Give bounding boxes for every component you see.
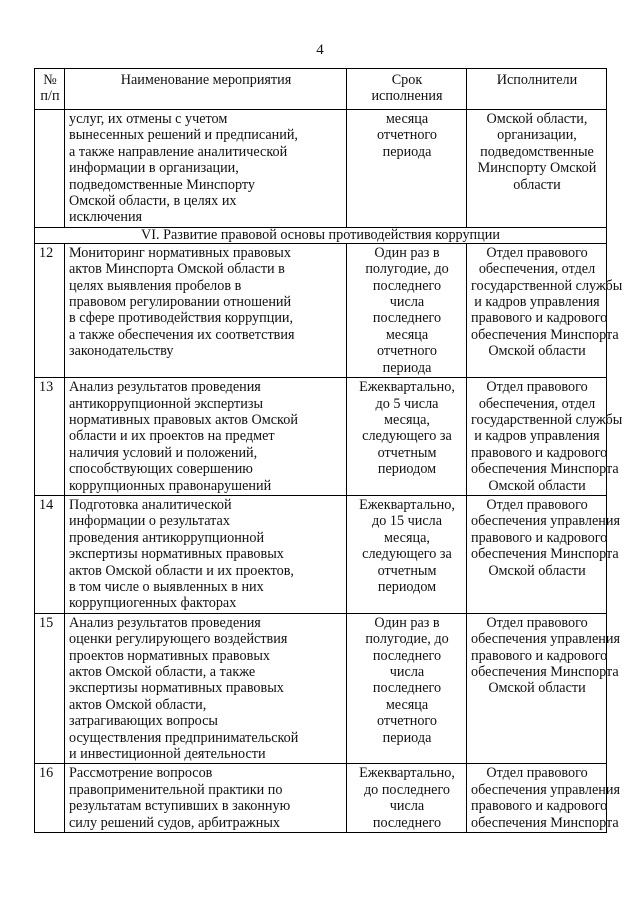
row-term-line: Ежеквартально, xyxy=(359,496,455,513)
continuation-name-line: Омской области, в целях их xyxy=(69,193,237,210)
row-name-line: Мониторинг нормативных правовых xyxy=(69,244,291,261)
row-term-line: месяца, xyxy=(384,411,430,428)
row-num: 13 xyxy=(35,378,65,496)
continuation-name xyxy=(65,110,347,228)
row-term-line: последнего xyxy=(372,647,442,664)
row-name-line: актов Омской области, xyxy=(69,696,207,713)
continuation-executors xyxy=(467,110,607,228)
page-number: 4 xyxy=(316,42,324,58)
row-executors-line: обеспечения Минспорта xyxy=(471,546,619,563)
row-executors-line: правового и кадрового xyxy=(471,647,608,664)
row-executors-line: Омской области xyxy=(488,680,586,697)
row-executors-line: правового и кадрового xyxy=(471,798,608,815)
continuation-executors-line: области xyxy=(513,176,561,193)
header-num: № п/п xyxy=(35,69,65,110)
continuation-name-line: услуг, их отмены с учетом xyxy=(69,111,228,127)
row-name xyxy=(65,764,347,833)
row-name-line: коррупционных правонарушений xyxy=(69,477,272,494)
row-term xyxy=(347,495,467,613)
row-executors-line: и кадров управления xyxy=(474,428,600,445)
row-term-line: отчетного xyxy=(377,713,437,730)
row-executors-line: обеспечения управления xyxy=(471,513,620,530)
row-executors-line: Отдел правового xyxy=(486,379,588,396)
row-name-line: правоприменительной практики по xyxy=(69,781,283,798)
row-name-line: Рассмотрение вопросов xyxy=(69,765,213,782)
row-executors-line: обеспечения управления xyxy=(471,631,620,648)
row-executors-line: правового и кадрового xyxy=(471,444,608,461)
row-name-line: Анализ результатов проведения xyxy=(69,614,261,631)
row-executors-line: Отдел правового xyxy=(486,765,588,782)
table-row xyxy=(35,764,607,833)
row-term-line: до 5 числа xyxy=(375,395,439,412)
row-name-line: Анализ результатов проведения xyxy=(69,379,261,396)
row-executors-line: Омской области xyxy=(488,562,586,579)
row-num: 14 xyxy=(35,495,65,613)
row-name-line: результатам вступивших в законную xyxy=(69,798,291,815)
row-name-line: законодательству xyxy=(69,343,174,360)
section-title: VI. Развитие правовой основы противодействия коррупции xyxy=(35,227,607,243)
row-term-line: Один раз в xyxy=(374,244,440,261)
row-name-line: способствующих совершению xyxy=(69,461,253,478)
row-name-line: области и их проектов на предмет xyxy=(69,428,275,445)
row-executors-line: Омской области xyxy=(488,343,586,360)
row-term xyxy=(347,613,467,764)
row-term-line: Ежеквартально, xyxy=(359,379,455,396)
row-executors-line: Отдел правового xyxy=(486,496,588,513)
row-executors-line: Омской области xyxy=(488,477,586,494)
continuation-row xyxy=(35,110,607,228)
row-name-line: и инвестиционной деятельности xyxy=(69,746,266,763)
table-row xyxy=(35,378,607,496)
continuation-num xyxy=(35,110,65,228)
row-term-line: числа xyxy=(389,664,425,680)
row-name-line: коррупциогенных факторах xyxy=(69,595,237,612)
row-term-line: следующего за xyxy=(362,546,452,563)
continuation-term-line: месяца xyxy=(385,111,429,127)
row-term-line: периода xyxy=(382,359,432,376)
section-row xyxy=(35,227,607,243)
row-executors-line: обеспечения Минспорта xyxy=(471,461,619,478)
row-executors-line: обеспечения управления xyxy=(471,781,620,798)
row-name-line: экспертизы нормативных правовых xyxy=(69,546,284,563)
row-name-line: в сфере противодействия коррупции, xyxy=(69,310,294,327)
row-executors-line: обеспечения, отдел xyxy=(478,395,596,412)
table-row xyxy=(35,243,607,377)
row-term-line: до последнего xyxy=(363,781,451,798)
row-executors xyxy=(467,495,620,613)
row-term xyxy=(347,378,467,496)
row-executors xyxy=(467,764,620,833)
continuation-name-line: информации в организации, xyxy=(69,160,239,177)
row-term-line: месяца, xyxy=(384,529,430,546)
row-term-line: полугодие, до xyxy=(365,261,449,278)
row-term xyxy=(347,243,467,377)
row-term-line: отчетным xyxy=(377,562,437,579)
header-name: Наименование мероприятия xyxy=(65,69,347,110)
header-term: Срок исполнения xyxy=(347,69,467,110)
continuation-executors-line: подведомственные xyxy=(480,143,594,160)
row-term-line: отчетным xyxy=(377,444,437,461)
row-name-line: проектов нормативных правовых xyxy=(69,647,270,664)
row-executors-line: правового и кадрового xyxy=(471,529,608,546)
row-num: 16 xyxy=(35,764,65,833)
table-row xyxy=(35,495,607,613)
row-name-line: затрагивающих вопросы xyxy=(69,713,218,730)
row-executors xyxy=(467,378,623,496)
row-term-line: следующего за xyxy=(362,428,452,445)
row-executors-line: государственной службы xyxy=(471,277,623,294)
row-term-line: периода xyxy=(382,729,432,746)
row-num: 15 xyxy=(35,613,65,764)
row-name-line: в том числе о выявленных в них xyxy=(69,578,264,595)
row-name xyxy=(65,495,347,613)
row-term xyxy=(347,764,467,833)
row-name xyxy=(65,243,347,377)
row-name-line: оценки регулирующего воздействия xyxy=(69,631,288,648)
row-name-line: антикоррупционной экспертизы xyxy=(69,395,263,412)
continuation-term-line: отчетного xyxy=(377,127,437,144)
measures-table xyxy=(34,68,623,833)
row-executors-line: обеспечения Минспорта xyxy=(471,664,619,680)
row-name-line: экспертизы нормативных правовых xyxy=(69,680,284,697)
row-executors-line: Отдел правового xyxy=(486,244,588,261)
row-name-line: целях выявления пробелов в xyxy=(69,277,242,294)
row-executors-line: обеспечения, отдел xyxy=(478,261,596,278)
continuation-term-line: периода xyxy=(382,143,432,160)
row-name-line: правовом регулировании отношений xyxy=(69,294,292,311)
row-term-line: последнего xyxy=(372,277,442,294)
row-executors-line: обеспечения Минспорта xyxy=(471,326,619,343)
row-term-line: отчетного xyxy=(377,343,437,360)
row-term-line: до 15 числа xyxy=(372,513,442,530)
row-term-line: периодом xyxy=(377,578,437,595)
row-executors-line: обеспечения Минспорта xyxy=(471,814,619,831)
continuation-term xyxy=(347,110,467,228)
row-term-line: числа xyxy=(389,294,425,311)
row-name xyxy=(65,613,347,764)
continuation-name-line: вынесенных решений и предписаний, xyxy=(69,127,298,144)
header-executors: Исполнители xyxy=(467,69,607,110)
continuation-name-line: исключения xyxy=(69,209,143,226)
row-name-line: наличия условий и положений, xyxy=(69,444,258,461)
row-term-line: последнего xyxy=(372,310,442,327)
continuation-name-line: а также направление аналитической xyxy=(69,143,288,160)
row-name-line: силу решений судов, арбитражных xyxy=(69,814,280,831)
row-executors-line: Отдел правового xyxy=(486,614,588,631)
continuation-executors-line: организации, xyxy=(497,127,577,144)
row-num: 12 xyxy=(35,243,65,377)
row-executors-line: и кадров управления xyxy=(474,294,600,311)
row-executors xyxy=(467,613,620,764)
continuation-executors-line: Минспорту Омской xyxy=(477,160,597,177)
row-term-line: последнего xyxy=(372,814,442,831)
row-name xyxy=(65,378,347,496)
table-row xyxy=(35,613,607,764)
row-name-line: нормативных правовых актов Омской xyxy=(69,411,298,428)
continuation-name-line: подведомственные Минспорту xyxy=(69,176,256,193)
row-name-line: Подготовка аналитической xyxy=(69,496,232,513)
row-term-line: месяца xyxy=(385,696,429,713)
row-term-line: Один раз в xyxy=(374,614,440,631)
continuation-executors-line: Омской области, xyxy=(486,111,588,127)
row-term-line: числа xyxy=(389,798,425,815)
row-name-line: проведения антикоррупционной xyxy=(69,529,265,546)
row-name-line: актов Омской области и их проектов, xyxy=(69,562,294,579)
row-executors-line: государственной службы xyxy=(471,411,623,428)
row-executors xyxy=(467,243,623,377)
row-term-line: периодом xyxy=(377,461,437,478)
table-header-row xyxy=(35,69,607,110)
row-name-line: актов Омской области, а также xyxy=(69,664,256,680)
row-term-line: последнего xyxy=(372,680,442,697)
row-name-line: актов Минспорта Омской области в xyxy=(69,261,285,278)
row-executors-line: правового и кадрового xyxy=(471,310,608,327)
row-name-line: информации о результатах xyxy=(69,513,230,530)
row-term-line: месяца xyxy=(385,326,429,343)
row-term-line: полугодие, до xyxy=(365,631,449,648)
row-term-line: Ежеквартально, xyxy=(359,765,455,782)
row-name-line: осуществления предпринимательской xyxy=(69,729,299,746)
row-name-line: а также обеспечения их соответствия xyxy=(69,326,295,343)
